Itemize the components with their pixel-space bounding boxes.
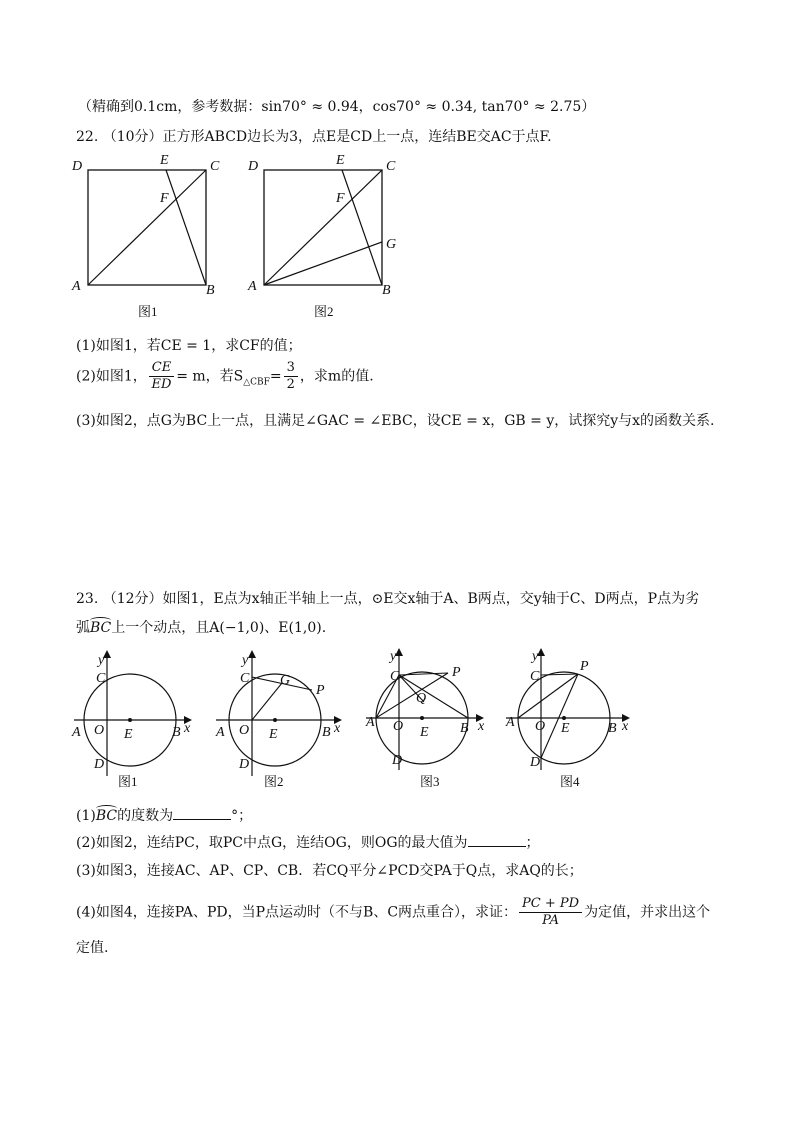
label-D: D: [392, 753, 403, 768]
q23-stem-line-1: [76, 588, 699, 608]
label-C: C: [96, 671, 106, 686]
arc-bc: BC: [90, 620, 112, 636]
label-D: D: [94, 757, 105, 772]
label-B: B: [322, 725, 331, 740]
q23-stem-2a: 弧: [76, 620, 90, 636]
reference-note: （精确到0.1cm，参考数据：sin70° ≈ 0.94，cos70° ≈ 0.34, tan70° ≈ 2.75）: [78, 99, 596, 115]
q22-p2-subscript: △CBF: [243, 377, 270, 388]
label-x: x: [184, 721, 191, 736]
label-O: O: [393, 719, 404, 734]
label-A: A: [72, 725, 81, 740]
label-A: A: [366, 715, 375, 730]
q22-number: 22.: [76, 129, 99, 145]
label-P: P: [580, 659, 589, 674]
fig4-caption: 图4: [560, 774, 580, 789]
q23-p2-tail: ；: [525, 835, 540, 851]
label-B: B: [172, 725, 181, 740]
fraction-numerator: CE: [149, 360, 174, 377]
fig3-caption: 图3: [420, 774, 440, 789]
q23-score: （12分）: [102, 591, 163, 607]
q23-figure-2: [212, 648, 362, 793]
q22-stem-line: [76, 126, 552, 146]
q23-stem-line-2: [76, 617, 326, 637]
label-O: O: [94, 723, 105, 738]
q23-part-1: [76, 805, 252, 825]
q23-p4-tail: 为定值，并求出这个: [584, 904, 711, 921]
label-A: A: [72, 279, 81, 294]
q22-p2-fraction-2: [284, 360, 298, 393]
label-y: y: [532, 649, 539, 664]
q23-part-4-cont: 定值.: [76, 940, 109, 956]
q23-p4-lead: (4)如图4，连接PA、PD，当P点运动时（不与B、C两点重合），求证：: [76, 904, 518, 921]
label-E: E: [561, 721, 570, 736]
q22-p2-eq: =: [269, 368, 282, 385]
q22-part-3: (3)如图2，点G为BC上一点，且满足∠GAC = ∠EBC，设CE = x，GB = y，试探究y与x的函数关系.: [76, 413, 715, 429]
label-x: x: [334, 721, 341, 736]
q23-figure-4: [504, 640, 644, 795]
fig2-caption: 图2: [264, 774, 284, 789]
answer-blank[interactable]: [173, 807, 231, 820]
label-C: C: [240, 671, 250, 686]
q23-p2-lead: (2)如图2，连结PC，取PC中点G，连结OG，则OG的最大值为: [76, 835, 468, 851]
label-C: C: [390, 669, 400, 684]
label-D: D: [530, 755, 541, 770]
label-Q: Q: [416, 691, 427, 706]
label-C: C: [530, 669, 540, 684]
label-F: F: [160, 191, 169, 206]
fig2-caption: 图2: [314, 304, 334, 319]
label-B: B: [382, 283, 391, 298]
q22-stem: 正方形ABCD边长为3，点E是CD上一点，连结BE交AC于点F.: [162, 129, 552, 145]
label-G: G: [280, 673, 291, 688]
q22-score: （10分）: [102, 129, 163, 145]
q22-p2-lead: (2)如图1，: [76, 368, 147, 385]
q23-p1-mid: 的度数为: [117, 808, 174, 824]
label-O: O: [535, 719, 546, 734]
label-D: D: [239, 757, 250, 772]
fig1-caption: 图1: [138, 304, 158, 319]
label-D: D: [248, 159, 259, 174]
fig1-caption: 图1: [118, 774, 138, 789]
q22-p2-fraction: [149, 360, 174, 393]
q23-figure-1: [70, 648, 210, 793]
label-A: A: [216, 725, 225, 740]
label-y: y: [242, 653, 249, 668]
label-C: C: [210, 159, 220, 174]
q23-part-2: [76, 832, 540, 852]
label-D: D: [72, 159, 83, 174]
q23-part-4: [76, 896, 710, 929]
q23-stem-1: 如图1，E点为x轴正半轴上一点，⊙E交x轴于A、B两点，交y轴于C、D两点，P点为劣: [162, 591, 700, 607]
label-B: B: [460, 721, 469, 736]
fraction-denominator: 2: [286, 377, 295, 392]
label-x: x: [478, 719, 485, 734]
q22-part-1: (1)如图1，若CE = 1，求CF的值；: [76, 338, 302, 354]
q23-stem-2b: 上一个动点，且A(−1,0)、E(1,0).: [111, 620, 327, 636]
label-O: O: [239, 723, 250, 738]
q22-p2-tail: ，求m的值.: [299, 368, 374, 385]
label-A: A: [248, 279, 257, 294]
answer-blank[interactable]: [468, 834, 526, 847]
label-E: E: [124, 727, 133, 742]
label-x: x: [622, 719, 629, 734]
label-E: E: [269, 727, 278, 742]
label-E: E: [160, 153, 169, 168]
label-P: P: [316, 683, 325, 698]
q22-figure-2: [246, 150, 416, 325]
fraction-numerator: 3: [284, 360, 298, 377]
label-y: y: [98, 653, 105, 668]
label-C: C: [386, 159, 396, 174]
label-B: B: [608, 721, 617, 736]
q23-figure-3: [364, 640, 504, 795]
q22-p2-mid: = m，若S: [176, 368, 244, 385]
fraction-numerator: PC + PD: [519, 896, 582, 913]
label-B: B: [206, 283, 215, 298]
q23-part-3: (3)如图3，连接AC、AP、CP、CB．若CQ平分∠PCD交PA于Q点，求AQ的长；: [76, 863, 583, 879]
q23-p1-tail: °；: [231, 808, 253, 824]
fraction-denominator: PA: [542, 913, 560, 928]
label-P: P: [452, 665, 461, 680]
q23-p4-fraction: [519, 896, 582, 929]
q22-part-2: [76, 360, 374, 393]
q22-figure-1: [70, 150, 230, 325]
fraction-denominator: ED: [151, 377, 172, 392]
q23-p1-lead: (1): [76, 808, 96, 824]
label-y: y: [390, 649, 397, 664]
label-A: A: [506, 715, 515, 730]
q23-number: 23.: [76, 591, 99, 607]
label-F: F: [336, 191, 345, 206]
label-G: G: [386, 237, 397, 252]
label-E: E: [336, 153, 345, 168]
label-E: E: [420, 725, 429, 740]
arc-bc: BC: [95, 808, 118, 824]
